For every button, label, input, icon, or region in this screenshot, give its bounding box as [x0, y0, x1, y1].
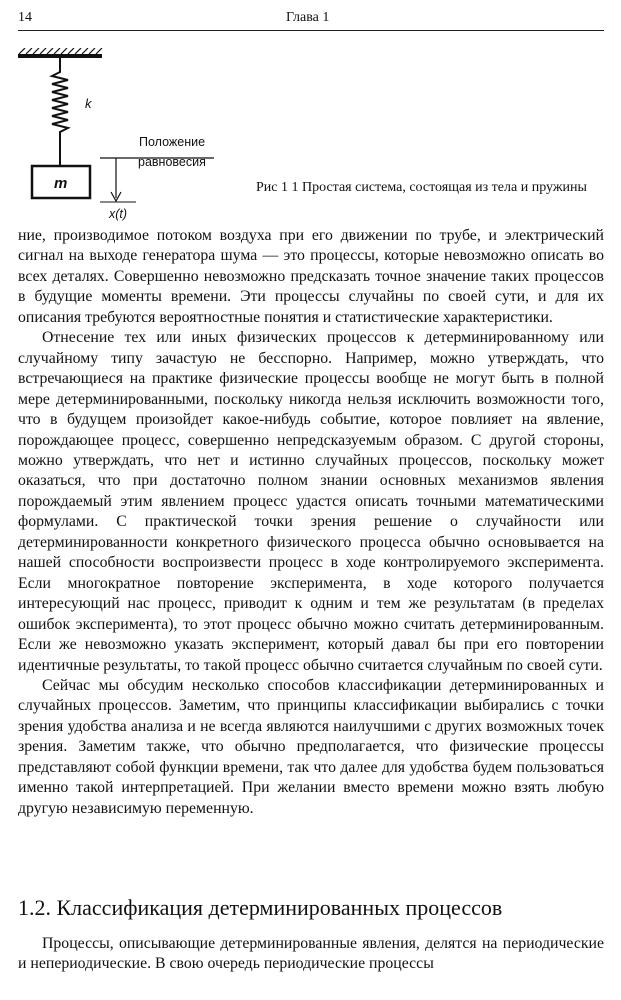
paragraph-3: Сейчас мы обсудим несколько способов классификации детерминированных и случайных процессов. Заметим, что принципы классификации выбирались с точки зрения удобства анализа и не всегда являются наилучшими с других возможных точек зрения. Заметим также, что обычно предполагается, что физические процессы представляют собой функции времени, так что далее для удобства будем пользоваться именно такой интерпретацией. При желании вместо времени можно взять любую другую независимую переменную.: [18, 676, 604, 817]
section-title: 1.2. Классификация детерминированных процессов: [18, 895, 503, 920]
page-number: 14: [18, 10, 32, 25]
ceiling-hatch: [19, 48, 102, 54]
spring: [52, 58, 68, 166]
spring-constant-label: k: [85, 96, 92, 111]
section-paragraph: Процессы, описывающие детерминированные явления, делятся на периодические и непериодические. В свою очередь периодические процессы: [18, 935, 604, 973]
equilibrium-label-line-1: Положение: [139, 135, 206, 149]
chapter-title: Глава 1: [286, 10, 330, 25]
paragraph-2: Отнесение тех или иных физических процессов к детерминированному или случайному типу зачастую не бесспорно. Например, можно утверждать, что встречающиеся на практике физические процессы вообще не могут быть в полной мере детерминированными, поскольку никогда нельзя исключить возможности того, что в будущем произойдет какое-нибудь событие, которое повлияет на явление, порождающее процесс, совершенно непредсказуемым образом. С другой стороны, можно утверждать, что нет и истинно случайных процессов, поскольку может оказаться, что при достаточно полном знании основных механизмов явления порождаемый этим явлением процесс удастся описать точными математическими формулами. С практической точки зрения решение о случайности или детерминированности конкретного физического процесса обычно основывается на нашей способности воспроизвести процесс в ходе контролируемого эксперимента. Если многократное повторение эксперимента, в ходе которого получается интересующий нас процесс, приводит к одним и тем же результатам (в пределах ошибок эксперимента), то этот процесс обычно можно считать детерминированным. Если же невозможно указать эксперимент, который давал бы при его повторении идентичные результаты, то такой процесс обычно считается случайным по своей сути.: [18, 329, 604, 674]
page-header: [18, 8, 604, 31]
section-text: [18, 934, 604, 975]
displacement-label: x(t): [109, 207, 128, 221]
equilibrium-label-line-2: равновесия: [138, 155, 206, 169]
paragraph-1: ние, производимое потоком воздуха при его движении по трубе, и электрический сигнал на выходе генератора шума — это процессы, которые невозможно описать во всех деталях. Совершенно невозможно предсказать точное значение таких процессов в будущие моменты времени. Эти процессы случайны по своей сути, и для их описания требуются вероятностные понятия и статистические характеристики.: [18, 227, 604, 326]
spring-mass-figure: [18, 48, 238, 223]
figure-caption: Рис 1 1 Простая система, состоящая из тела и пружины: [256, 180, 587, 195]
mass-label: m: [54, 175, 68, 192]
ceiling-bar: [18, 54, 102, 58]
main-text: [18, 226, 604, 819]
